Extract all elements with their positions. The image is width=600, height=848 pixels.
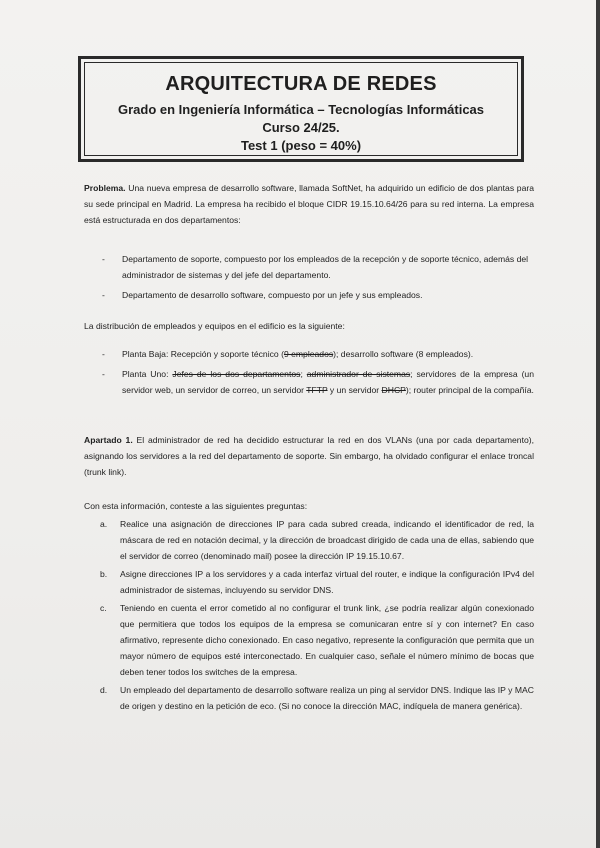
question-text: Asigne direcciones IP a los servidores y a cada interfaz virtual del router, e indique la configuración IPv4 del administrador de sistemas, incluyendo su servidor DNS.: [120, 569, 534, 595]
question-text: Teniendo en cuenta el error cometido al no configurar el trunk link, ¿se podría realizar algún conexionado que permitiera que todos los equipos de la empresa se comunicaran entre sí y con internet? En caso afirmativo, represente dicho conexionado. En caso negativo, represente la configuración que permita que un mayor número de equipos esté interconectado. En cualquier caso, señale el número mínimo de bocas que deben tener todos los switches de la empresa.: [120, 603, 534, 677]
problem-paragraph: [84, 180, 534, 228]
first-floor-struck-heads: Jefes de los dos departamentos: [172, 369, 301, 379]
questions-intro-section: [84, 498, 534, 514]
first-floor-servers: ; servidores de la empresa (un servidor web, un servidor de correo, un servidor: [122, 369, 534, 395]
apartado-text: El administrador de red ha decidido estructurar la red en dos VLANs (una por cada departamento), asignando los servidores a la red del departamento de soporte. Sin embargo, ha olvidado configurar el enlace troncal (trunk link).: [84, 435, 534, 477]
first-floor-sep: ;: [300, 369, 307, 379]
test-label: Test 1 (peso = 40%): [240, 138, 362, 153]
floors-section: [84, 346, 534, 400]
apartado-section: [84, 432, 534, 480]
header-inner-border: [84, 62, 518, 156]
apartado-paragraph: [84, 432, 534, 480]
apartado-label: Apartado 1.: [84, 435, 133, 445]
question-letter: d.: [100, 685, 108, 695]
problem-section: [84, 180, 534, 228]
question-letter: b.: [100, 569, 108, 579]
first-floor-suffix: ); router principal de la compañía.: [405, 385, 534, 395]
department-development: Departamento de desarrollo software, compuesto por un jefe y sus empleados.: [122, 290, 423, 300]
list-item: - Planta Baja: Recepción y soporte técnico (9 empleados); desarrollo software (8 empleados).: [102, 349, 474, 359]
list-item: [84, 566, 534, 598]
first-floor-struck-admin: administrador de sistemas: [306, 369, 411, 379]
problem-text: Una nueva empresa de desarrollo software, llamada SoftNet, ha adquirido un edificio de dos plantas para su sede principal en Madrid. La empresa ha recibido el bloque CIDR 19.15.10.64/26 para su red interna. La empresa está estructurada en dos departamentos:: [84, 183, 534, 225]
first-floor-struck-dhcp: DHCP: [381, 385, 406, 395]
ground-floor-prefix: Planta Baja: Recepción y soporte técnico (: [122, 349, 284, 359]
question-text: Realice una asignación de direcciones IP para cada subred creada, indicando el identificador de red, la máscara de red en notación decimal, y la dirección de broadcast dirigido de cada una de ellas, sabiendo que el servidor de correo (denominado mail) posee la dirección IP 19.15.10.67.: [120, 519, 534, 561]
departments-section: [84, 251, 534, 305]
ground-floor-suffix: ); desarrollo software (8 empleados).: [333, 349, 474, 359]
question-text: Un empleado del departamento de desarrollo software realiza un ping al servidor DNS. Indique las IP y MAC de origen y destino en la petición de eco. (Si no conoce la dirección MAC, indíquela de manera genérica).: [120, 685, 534, 711]
list-item: - Departamento de soporte, compuesto por los empleados de la recepción y de soporte técnico, además del administrador de sistemas y del jefe del departamento.: [102, 254, 529, 280]
questions-list: [84, 516, 534, 714]
list-item: [84, 600, 534, 680]
distribution-intro: La distribución de empleados y equipos en el edificio es la siguiente:: [84, 321, 345, 331]
list-item: [84, 516, 534, 564]
page-edge-shadow: [596, 0, 600, 848]
first-floor-prefix: Planta Uno:: [122, 369, 173, 379]
question-letter: c.: [100, 603, 107, 613]
departments-list: [84, 251, 534, 303]
floors-list: [84, 346, 534, 398]
first-floor-struck-tftp: TFTP: [306, 385, 328, 395]
list-item: - Planta Uno: Jefes de los dos departamentos; administrador de sistemas; servidores de la empresa (un servidor web, un servidor de correo, un servidor TFTP y un servidor DHCP); router principal de la compañía.: [102, 369, 534, 395]
questions-section: [84, 516, 534, 716]
first-floor-and: y un servidor: [327, 385, 382, 395]
list-item: [84, 682, 534, 714]
header-box: [78, 56, 524, 162]
list-item: - Departamento de desarrollo software, compuesto por un jefe y sus empleados.: [102, 290, 423, 300]
questions-intro: Con esta información, conteste a las siguientes preguntas:: [84, 501, 308, 511]
degree-subtitle: Grado en Ingeniería Informática – Tecnologías Informáticas: [117, 102, 485, 117]
department-support: Departamento de soporte, compuesto por los empleados de la recepción y de soporte técnico, además del administrador de sistemas y del jefe del departamento.: [122, 254, 529, 280]
course-title: ARQUITECTURA DE REDES: [165, 73, 437, 95]
distribution-section: [84, 318, 534, 334]
question-letter: a.: [100, 519, 108, 529]
ground-floor-struck: 9 empleados: [283, 349, 334, 359]
course-year: Curso 24/25.: [262, 120, 340, 135]
problem-label: Problema.: [84, 183, 126, 193]
